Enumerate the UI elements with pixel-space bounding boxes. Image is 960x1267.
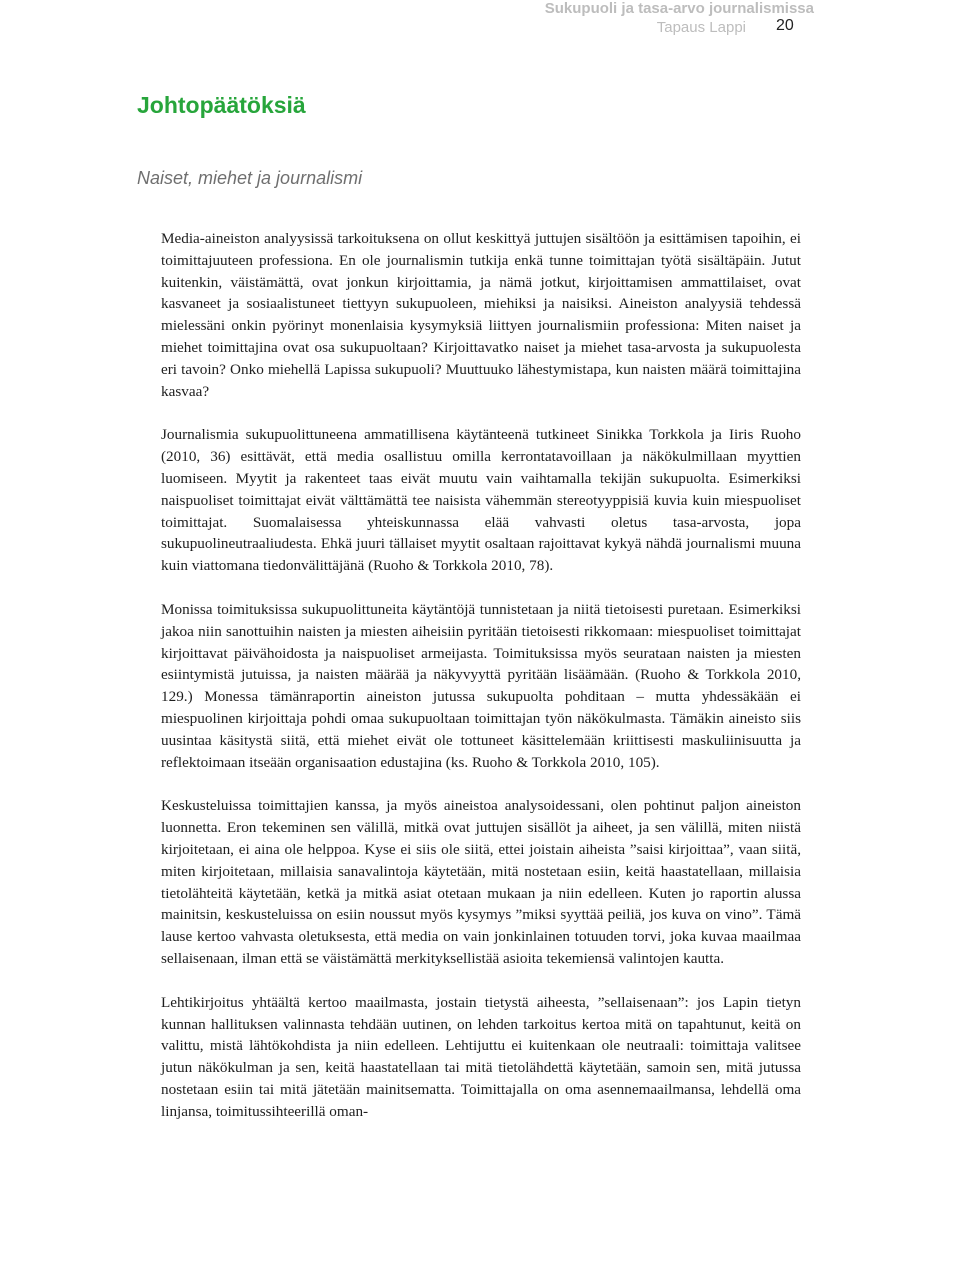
paragraph: Monissa toimituksissa sukupuolittuneita käytäntöjä tunnistetaan ja niitä tietoisesti puretaan. Esimerkiksi jakoa niin sanottuihin naisten ja miesten aiheisiin pyritään tietoisesti rikkomaan: miespuoliset toimittajat kirjoittavat päivähoidosta ja naispuoliset armeijasta. Toimituksissa myös seurataan naisten ja miesten esiintymistä jutuissa, ja naisten määrää ja näkyvyyttä pyritään lisäämään. (Ruoho & Torkkola 2010, 129.) Monessa tämänraportin aineiston jutussa sukupuolta pohditaan – mutta yhdessäkään ei miespuolinen kirjoittaja pohdi omaa sukupuoltaan toimittajan työn näkökulmasta. Tämäkin aineisto siis uusintaa käsitystä siitä, että miehet eivät ole tottuneet käsittelemään kriittisesti maskuliinisuutta ja reflektoimaan itseään organisaation edustajina (ks. Ruoho & Torkkola 2010, 105).: [161, 600, 801, 771]
publication-title: Sukupuoli ja tasa-arvo journalismissa: [544, 0, 814, 17]
paragraph: Media-aineiston analyysissä tarkoituksena on ollut keskittyä juttujen sisältöön ja esittämisen tapoihin, ei toimittajuuteen professiona. En ole journalismin tutkija enkä tunne toimittajan työtä sisältäpäin. Jutut kuitenkin, väistämättä, ovat jonkun kirjoittamia, ja nämä jotkut, kirjoittamisen ammattilaiset, ovat kasvaneet ja sosiaalistuneet tiettyyn sukupuoleen, miehiksi ja naisiksi. Aineiston analyysiä tehdessä mielessäni onkin pyörinyt monenlaisia kysymyksiä liittyen journalismiin professiona: Miten naiset ja miehet toimittajina ovat osa sukupuoltaan? Kirjoittavatko naiset ja miehet tasa-arvosta ja sukupuolesta eri tavoin? Onko miehellä Lapissa sukupuoli? Muuttuuko lähestymistapa, kun naisten määrä toimittajina kasvaa?: [161, 230, 801, 400]
paragraph: Journalismia sukupuolittuneena ammatillisena käytänteenä tutkineet Sinikka Torkkola ja Iiris Ruoho (2010, 36) esittävät, että media osallistuu omilla kerrontatavoillaan ja näkökulmillaan myyttien luomiseen. Myytit ja rakenteet taas eivät muutu vain vaihtamalla tekijän sukupuolta. Esimerkiksi naispuoliset toimittajat eivät välttämättä tee naisista vähemmän stereotyyppisiä kuvia kuin miespuoliset toimittajat. Suomalaisessa yhteiskunnassa elää vahvasti oletus tasa-arvosta, jopa sukupuolineutraaliudesta. Ehkä juuri tällaiset myytit osaltaan rajoittavat kykyä nähdä journalismi muuna kuin viattomana tiedonvälittäjänä (Ruoho & Torkkola 2010, 78).: [161, 426, 801, 575]
author-name: Tapaus Lappi: [656, 19, 746, 36]
page-header: [0, 0, 960, 50]
chapter-title: Johtopäätöksiä: [137, 92, 306, 118]
page-number: 20: [776, 17, 794, 34]
body-text: [161, 228, 801, 1144]
section-title: Naiset, miehet ja journalismi: [137, 168, 363, 188]
paragraph: Lehtikirjoitus yhtäältä kertoo maailmasta, jostain tietystä aiheesta, ”sellaisenaan”: jos Lapin tietyn kunnan hallituksen valinnasta tehdään uutinen, on lehden tarkoitus kertoa mitä on tapahtunut, keitä on valittu, mistä lähtökohdista ja niin edelleen. Lehtijuttu ei kuitenkaan ole neutraali: toimittaja valitsee jutun näkökulman ja sen, keitä haastatellaan tai mitä tietolähdettä käytetään, samoin sen, mitä jutussa nostetaan esiin tai mitä jätetään mainitsematta. Toimittajalla on oma asennemaailmansa, lehdellä oma linjansa, toimitussihteerillä oman-: [161, 993, 801, 1120]
paragraph: Keskusteluissa toimittajien kanssa, ja myös aineistoa analysoidessani, olen pohtinut paljon aineiston luonnetta. Eron tekeminen sen välillä, mitkä ovat juttujen sisällöt ja aiheet, ja sen välillä, miten niistä kirjoitetaan, ei aina ole helppoa. Kyse ei siis ole siitä, ettei joistain aiheista ”saisi kirjoittaa”, vaan siitä, miten kirjoitetaan, millaisia sanavalintoja käytetään, mitä nostetaan esiin, keitä haastatellaan, millaisia tietolähteitä käytetään, ketkä ja mitkä asiat otetaan mukaan ja niin edelleen. Kuten jo raportin alussa mainitsin, keskusteluissa on esiin noussut myös kysymys ”miksi syyttää peiliä, jos kuva on vino”. Tämä lause kertoo vahvasta oletuksesta, että media on vain jonkinlainen totuuden torvi, joka kuvaa maailmaa sellaisenaan, ilman että se väistämättä merkityksellistää asioita tekemiensä valintojen kautta.: [161, 797, 801, 967]
